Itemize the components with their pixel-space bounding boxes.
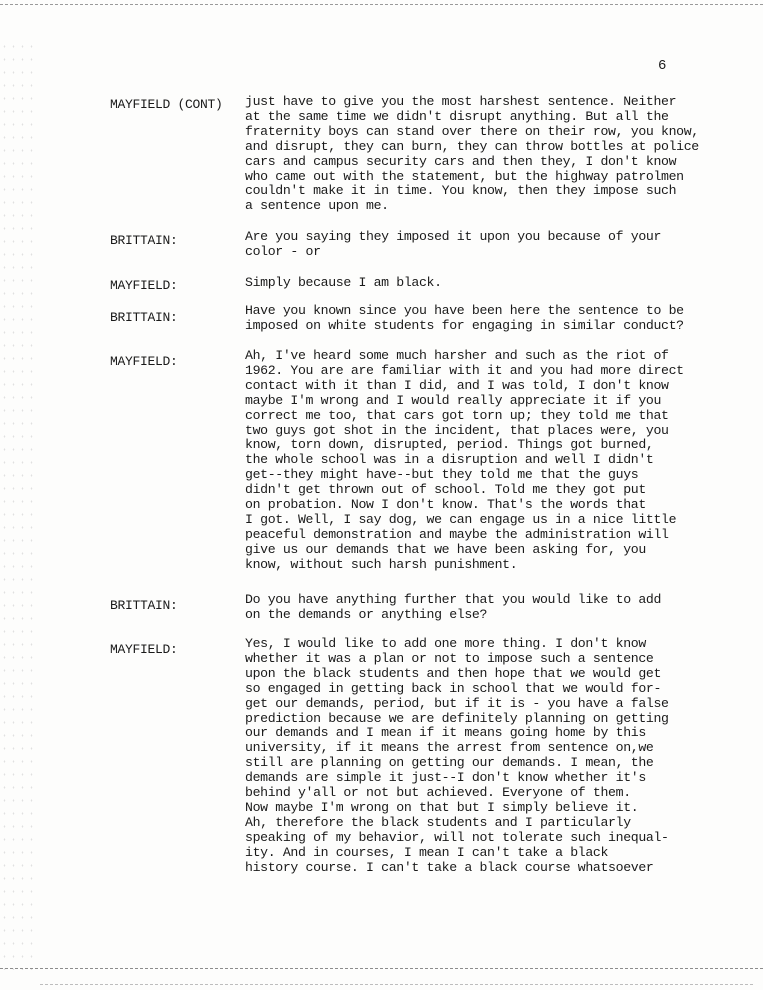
scan-speckle-margin bbox=[0, 40, 36, 970]
dialogue-text: Have you known since you have been here the sentence to be imposed on white students for engaging in similar conduct? bbox=[245, 303, 684, 333]
bottom-dashed-rule bbox=[0, 968, 763, 969]
dialogue-text: just have to give you the most harshest sentence. Neither at the same time we didn't disrupt anything. But all the fraternity boys can stand over there on their row, you know, and disrupt, they can burn, they can throw bottles at police cars and campus security cars and then they, I don't know who came out with the statement, but the highway patrolmen couldn't make it in time. You know, then they impose such a sentence upon me. bbox=[245, 94, 699, 214]
top-dashed-rule bbox=[0, 4, 763, 5]
dialogue-text: Yes, I would like to add one more thing. I don't know whether it was a plan or not to impose such a sentence upon the black students and then hope that we would get so engaged in getting back in school that we would for- get our demands, period, but if it is - you have a false prediction because we are definitely planning on getting our demands and I mean if it means going home by this university, if it means the arrest from sentence on,we still are planning on getting our demands. I mean, the demands are simple it just--I don't know whether it's behind y'all or not but achieved. Everyone of them. Now maybe I'm wrong on that but I simply believe it. Ah, therefore the black students and I particularly speaking of my behavior, will not tolerate such inequal- ity. And in courses, I mean I can't take a black history course. I can't take a black course whatsoever bbox=[245, 636, 669, 875]
page-number: 6 bbox=[658, 58, 667, 74]
speaker-label: MAYFIELD (CONT) bbox=[110, 97, 223, 112]
speaker-label: MAYFIELD: bbox=[110, 278, 178, 293]
speaker-label: BRITTAIN: bbox=[110, 310, 178, 325]
speaker-label: MAYFIELD: bbox=[110, 354, 178, 369]
bottom-dashed-rule-lower bbox=[40, 984, 753, 985]
speaker-label: MAYFIELD: bbox=[110, 642, 178, 657]
dialogue-text: Simply because I am black. bbox=[245, 275, 442, 290]
speaker-label: BRITTAIN: bbox=[110, 598, 178, 613]
dialogue-text: Ah, I've heard some much harsher and such as the riot of 1962. You are are familiar with it and you had more direct contact with it than I did, and I was told, I don't know maybe I'm wrong and I would really appreciate it if you correct me too, that cars got torn up; they told me that two guys got shot in the incident, that places were, you know, torn down, disrupted, period. Things got burned, the whole school was in a disruption and well I didn't get--they might have--but they told me that the guys didn't get thrown out of school. Told me they got put on probation. Now I don't know. That's the words that I got. Well, I say dog, we can engage us in a nice little peaceful demonstration and maybe the administration will give us our demands that we have been asking for, you know, without such harsh punishment. bbox=[245, 348, 684, 572]
dialogue-text: Do you have anything further that you would like to add on the demands or anything else? bbox=[245, 592, 662, 622]
speaker-label: BRITTAIN: bbox=[110, 233, 178, 248]
dialogue-text: Are you saying they imposed it upon you because of your color - or bbox=[245, 229, 662, 259]
